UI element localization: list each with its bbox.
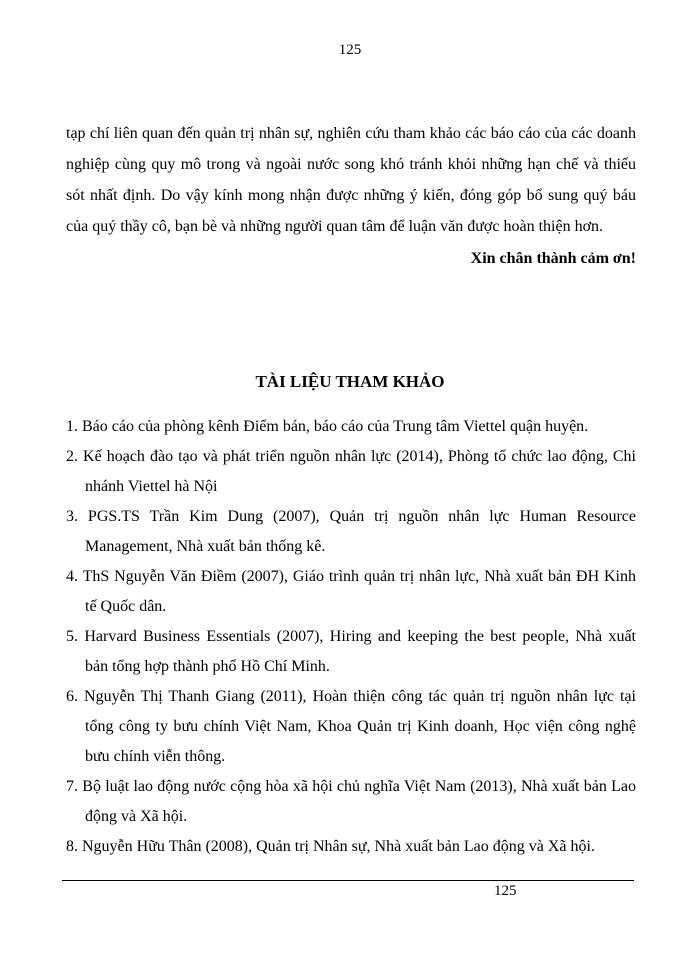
intro-line: của quý thầy cô, bạn bè và những người quan tâm để luận văn được hoàn thiện hơn. <box>66 218 604 235</box>
reference-line: 5. Harvard Business Essentials (2007), Hiring and keeping the best people, Nhà xuất <box>66 628 636 645</box>
footer-page-number: 125 <box>494 883 517 899</box>
reference-line: động và Xã hội. <box>85 808 188 825</box>
intro-line: tạp chí liên quan đến quản trị nhân sự, nghiên cứu tham khảo các báo cáo của các doanh <box>66 125 636 142</box>
reference-line: 4. ThS Nguyễn Văn Điềm (2007), Giáo trình quản trị nhân lực, Nhà xuất bản ĐH Kinh <box>66 568 636 585</box>
reference-line: tổng công ty bưu chính Việt Nam, Khoa Quản trị Kinh doanh, Học viện công nghệ <box>85 718 636 735</box>
reference-item-6 <box>66 682 636 772</box>
reference-line: 7. Bộ luật lao động nước cộng hòa xã hội chủ nghĩa Việt Nam (2013), Nhà xuất bản Lao <box>66 778 636 795</box>
references-list <box>66 412 636 862</box>
reference-line: 2. Kế hoạch đào tạo và phát triển nguồn nhân lực (2014), Phòng tổ chức lao động, Chi <box>66 448 636 465</box>
reference-line: 3. PGS.TS Trần Kim Dung (2007), Quản trị nguồn nhân lực Human Resource <box>66 508 636 525</box>
reference-line: Management, Nhà xuất bản thống kê. <box>85 538 326 555</box>
reference-item-1 <box>66 412 636 442</box>
reference-line: bưu chính viễn thông. <box>85 748 226 765</box>
intro-line: nghiệp cùng quy mô trong và ngoài nước song khó tránh khỏi những hạn chế và thiếu <box>66 156 636 173</box>
references-heading: TÀI LIỆU THAM KHẢO <box>255 372 445 391</box>
reference-item-3 <box>66 502 636 562</box>
header-page-number: 125 <box>338 42 362 58</box>
reference-line: tế Quốc dân. <box>85 598 167 615</box>
thanks-signoff: Xin chân thành cảm ơn! <box>470 250 636 267</box>
reference-line: nhánh Viettel hà Nội <box>85 478 218 495</box>
reference-line: 1. Báo cáo của phòng kênh Điểm bán, báo cáo của Trung tâm Viettel quận huyện. <box>66 418 589 435</box>
intro-paragraph <box>66 118 636 242</box>
reference-item-7 <box>66 772 636 832</box>
reference-item-4 <box>66 562 636 622</box>
reference-line: bản tổng hợp thành phố Hồ Chí Minh. <box>85 658 330 675</box>
reference-item-2 <box>66 442 636 502</box>
reference-line: 8. Nguyễn Hữu Thân (2008), Quản trị Nhân sự, Nhà xuất bản Lao động và Xã hội. <box>66 838 595 855</box>
reference-item-5 <box>66 622 636 682</box>
intro-line: sót nhất định. Do vậy kính mong nhận được những ý kiến, đóng góp bổ sung quý báu <box>66 187 636 204</box>
reference-line: 6. Nguyễn Thị Thanh Giang (2011), Hoàn thiện công tác quản trị nguồn nhân lực tại <box>66 688 636 705</box>
footer-divider <box>62 880 634 881</box>
reference-item-8 <box>66 832 636 862</box>
